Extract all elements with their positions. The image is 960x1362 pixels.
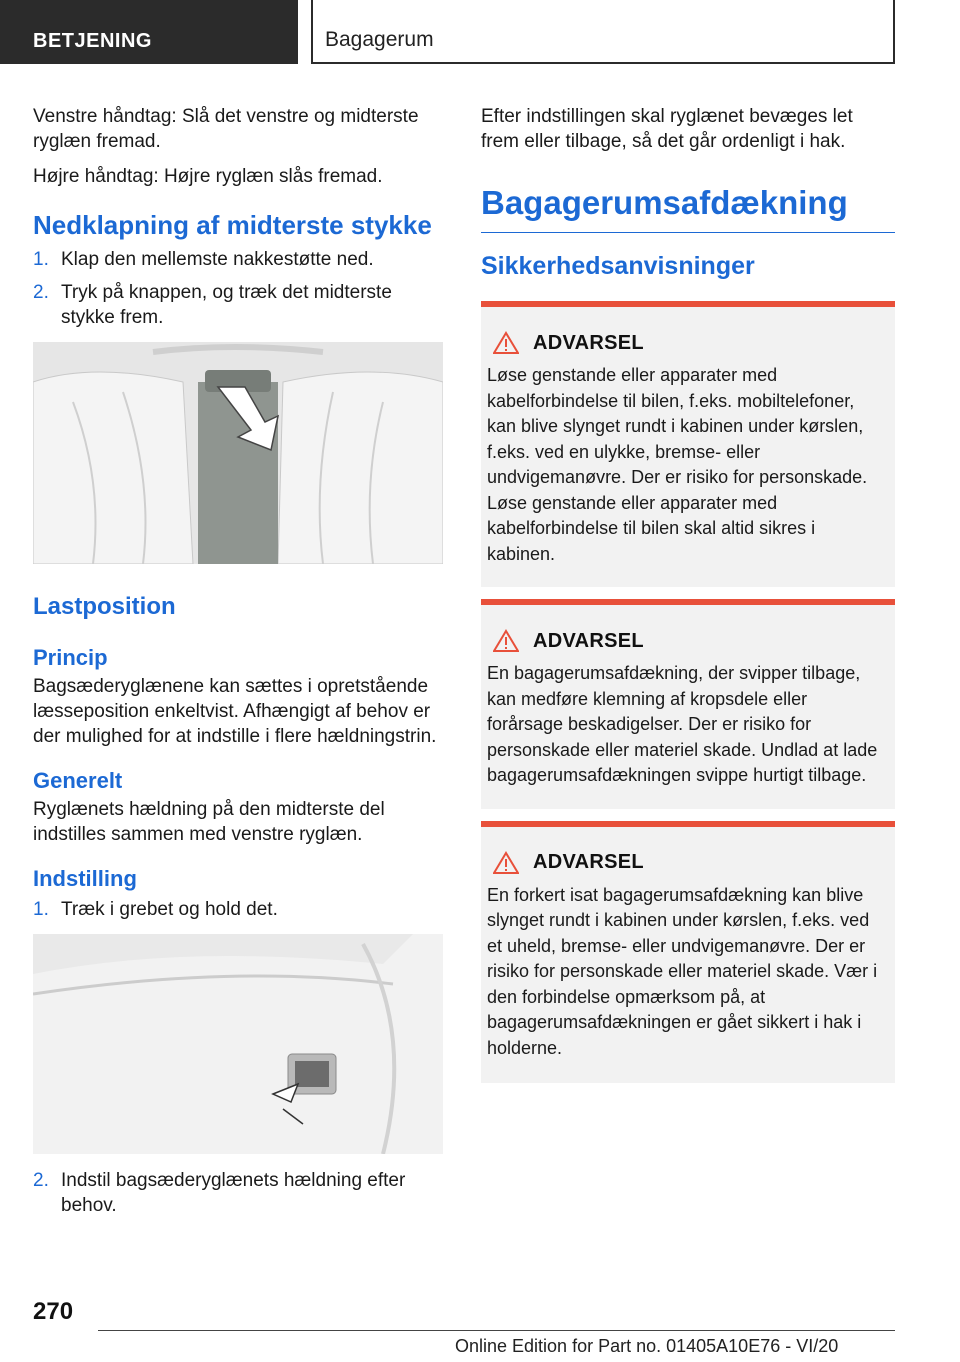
warning-icon [493,331,519,355]
section-tab [0,0,298,64]
footer-divider [98,1330,895,1331]
warning-box [481,301,895,587]
paragraph-generelt: Ryglænets hældning på den midterste del indstilles sammen med venstre ryglæn. [33,799,385,845]
step-number: 2. [33,282,49,303]
warning-text: En bagagerumsafdækning, der svipper tilbage, kan medføre klemning af kropsdele eller forårsage beskadigelser. Der er risiko for personskade eller materiel skade. Undlad at lade bagagerumsafdækningen svippe hurtigt tilbage. [487,663,878,785]
warning-title: ADVARSEL [533,851,644,873]
list-item [33,280,443,330]
heading-sikkerhedsanvisninger: Sikkerhedsanvisninger [481,252,755,280]
heading-bagagerumsafdaekning: Bagagerumsafdækning [481,182,895,233]
warning-box [481,821,895,1084]
heading-indstilling: Indstilling [33,866,137,891]
warning-icon [493,851,519,875]
right-column [481,104,895,1083]
warning-box [481,599,895,809]
rear-seat-image [33,342,443,564]
step-text: Klap den mellemste nakkestøtte ned. [61,249,374,270]
warning-text: En forkert isat bagagerumsafdækning kan blive slynget rundt i kabinen under kørslen, f.eks. ved et uheld, bremse- eller undvigemanøvre. Der er risiko for personskade eller materiel skade. Vær i den forbindelse opmærksom på, at bagagerumsafdækningen er gået sikkert i hak i holderne. [487,884,878,1058]
rear-seat-illustration [33,342,443,564]
paragraph-right-handle: Højre håndtag: Højre ryglæn slås fremad. [33,166,383,187]
step-text: Træk i grebet og hold det. [61,899,278,920]
section-label: BETJENING [33,30,152,52]
heading-princip: Princip [33,645,108,670]
chapter-label: Bagagerum [325,28,434,51]
chapter-tab [311,0,895,64]
heading-lastposition: Lastposition [33,593,176,620]
steps-indstilling-1 [33,897,443,922]
left-column [33,104,443,1226]
footer-edition: Online Edition for Part no. 01405A10E76 - VI/20 [455,1336,839,1356]
step-text: Indstil bagsæderyglænets hældning efter behov. [61,1170,406,1216]
list-item [33,247,443,272]
warning-title: ADVARSEL [533,629,644,652]
step-number: 2. [33,1170,49,1191]
list-item [33,1168,443,1218]
list-item [33,897,443,922]
seat-lever-illustration [33,934,443,1154]
warning-icon [493,629,519,653]
seat-lever-image [33,934,443,1154]
paragraph-left-handle: Venstre håndtag: Slå det venstre og midterste ryglæn fremad. [33,106,419,152]
paragraph-princip: Bagsæderyglænene kan sættes i opretstående læsseposition enkeltvist. Afhængigt af behov er der mulighed for at indstille i flere hældningstrin. [33,676,437,747]
page-number: 270 [33,1298,74,1325]
warning-title: ADVARSEL [533,331,644,354]
steps-nedklapning [33,247,443,330]
paragraph-adjust-note: Efter indstillingen skal ryglænet bevæges let frem eller tilbage, så det går ordenligt i hak. [481,106,853,152]
steps-indstilling-2 [33,1168,443,1218]
step-text: Tryk på knappen, og træk det midterste stykke frem. [61,282,392,328]
warning-text: Løse genstande eller apparater med kabelforbindelse til bilen, f.eks. mobiltelefoner, kan blive slynget rundt i kabinen under kørslen, f.eks. ved en ulykke, bremse- eller undvigemanøvre. Der er risiko for personskade. Løse genstande eller apparater med kabelforbindelse til bilen skal altid sikres i kabinen. [487,365,868,564]
heading-nedklapning: Nedklapning af midterste stykke [33,210,432,240]
step-number: 1. [33,249,49,270]
step-number: 1. [33,899,49,920]
heading-generelt: Generelt [33,768,123,793]
